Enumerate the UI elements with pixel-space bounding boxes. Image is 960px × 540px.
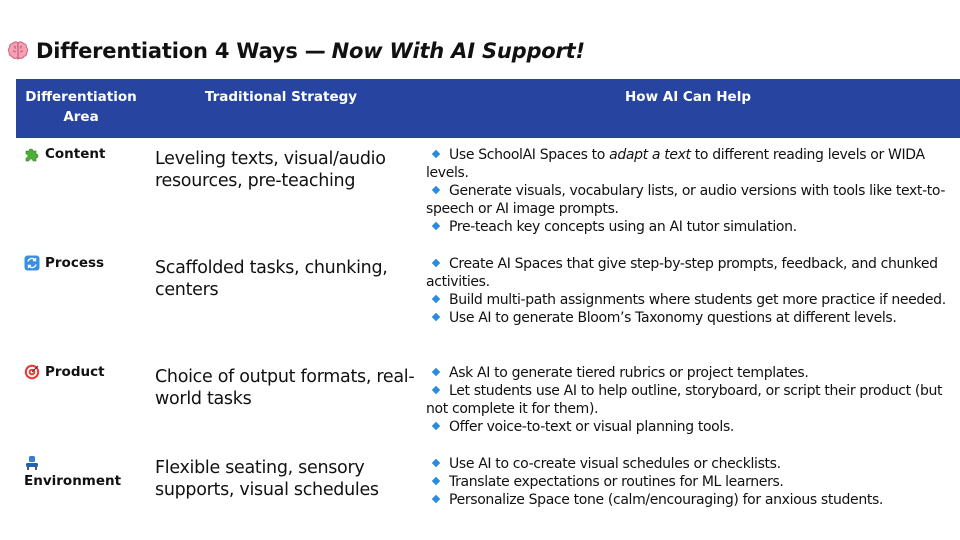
header-area-line1: Differentiation — [25, 89, 137, 105]
strategy-text: Flexible seating, sensory supports, visual schedules — [155, 458, 379, 500]
bullet-diamond-icon — [432, 477, 440, 485]
ai-help-list — [426, 455, 956, 509]
area-cell — [24, 364, 105, 380]
list-item: Generate visuals, vocabulary lists, or audio versions with tools like text-to-speech or AI image prompts. — [426, 183, 946, 217]
bullet-diamond-icon — [432, 459, 440, 467]
differentiation-table — [16, 79, 960, 508]
bullet-diamond-icon — [432, 295, 440, 303]
list-item: Create AI Spaces that give step-by-step prompts, feedback, and chunked activities. — [426, 256, 938, 290]
bullet-diamond-icon — [432, 422, 440, 430]
title-emphasis: Now With AI Support! — [331, 39, 585, 63]
bullet-diamond-icon — [432, 368, 440, 376]
bullet-diamond-icon — [432, 222, 440, 230]
area-cell — [24, 455, 121, 489]
area-label: Environment — [24, 473, 122, 489]
cycle-arrows-icon — [24, 255, 40, 271]
header-area — [16, 79, 146, 138]
list-item: Use SchoolAI Spaces to adapt a text to different reading levels or WIDA levels. — [426, 147, 925, 181]
ai-help-list — [426, 146, 956, 236]
area-label: Product — [45, 364, 105, 380]
bullet-diamond-icon — [432, 386, 440, 394]
strategy-text: Scaffolded tasks, chunking, centers — [155, 258, 388, 300]
header-area-line2: Area — [63, 109, 99, 125]
bullet-diamond-icon — [432, 313, 440, 321]
header-strategy: Traditional Strategy — [204, 89, 358, 105]
area-cell — [24, 255, 104, 271]
list-item: Personalize Space tone (calm/encouraging) for anxious students. — [426, 491, 956, 509]
bullet-diamond-icon — [432, 259, 440, 267]
table-header — [16, 79, 960, 138]
list-item: Build multi-path assignments where students get more practice if needed. — [426, 291, 956, 309]
title-main: Differentiation 4 Ways — — [36, 39, 326, 63]
strategy-text: Choice of output formats, real-world tasks — [155, 367, 415, 409]
list-item: Offer voice-to-text or visual planning tools. — [426, 418, 956, 436]
list-item: Translate expectations or routines for ML learners. — [426, 473, 956, 491]
list-item: Use AI to generate Bloom’s Taxonomy questions at different levels. — [426, 309, 956, 327]
area-label: Process — [45, 255, 105, 271]
bullet-diamond-icon — [432, 186, 440, 194]
list-item: Pre-teach key concepts using an AI tutor simulation. — [426, 218, 956, 236]
brain-icon — [6, 39, 30, 63]
area-cell — [24, 146, 105, 162]
bullet-diamond-icon — [432, 495, 440, 503]
area-label: Content — [45, 146, 106, 162]
chair-icon — [24, 455, 40, 471]
list-item: Let students use AI to help outline, storyboard, or script their product (but not complete it for them). — [426, 383, 943, 417]
puzzle-piece-icon — [24, 146, 40, 162]
strategy-text: Leveling texts, visual/audio resources, pre-teaching — [155, 149, 386, 191]
ai-help-list — [426, 364, 956, 436]
list-item: Use AI to co-create visual schedules or checklists. — [426, 455, 956, 473]
bullet-diamond-icon — [432, 150, 440, 158]
list-item: Ask AI to generate tiered rubrics or project templates. — [426, 364, 956, 382]
ai-help-list — [426, 255, 956, 327]
target-icon — [24, 364, 40, 380]
slide-title — [6, 36, 585, 66]
header-ai-help: How AI Can Help — [625, 89, 751, 105]
